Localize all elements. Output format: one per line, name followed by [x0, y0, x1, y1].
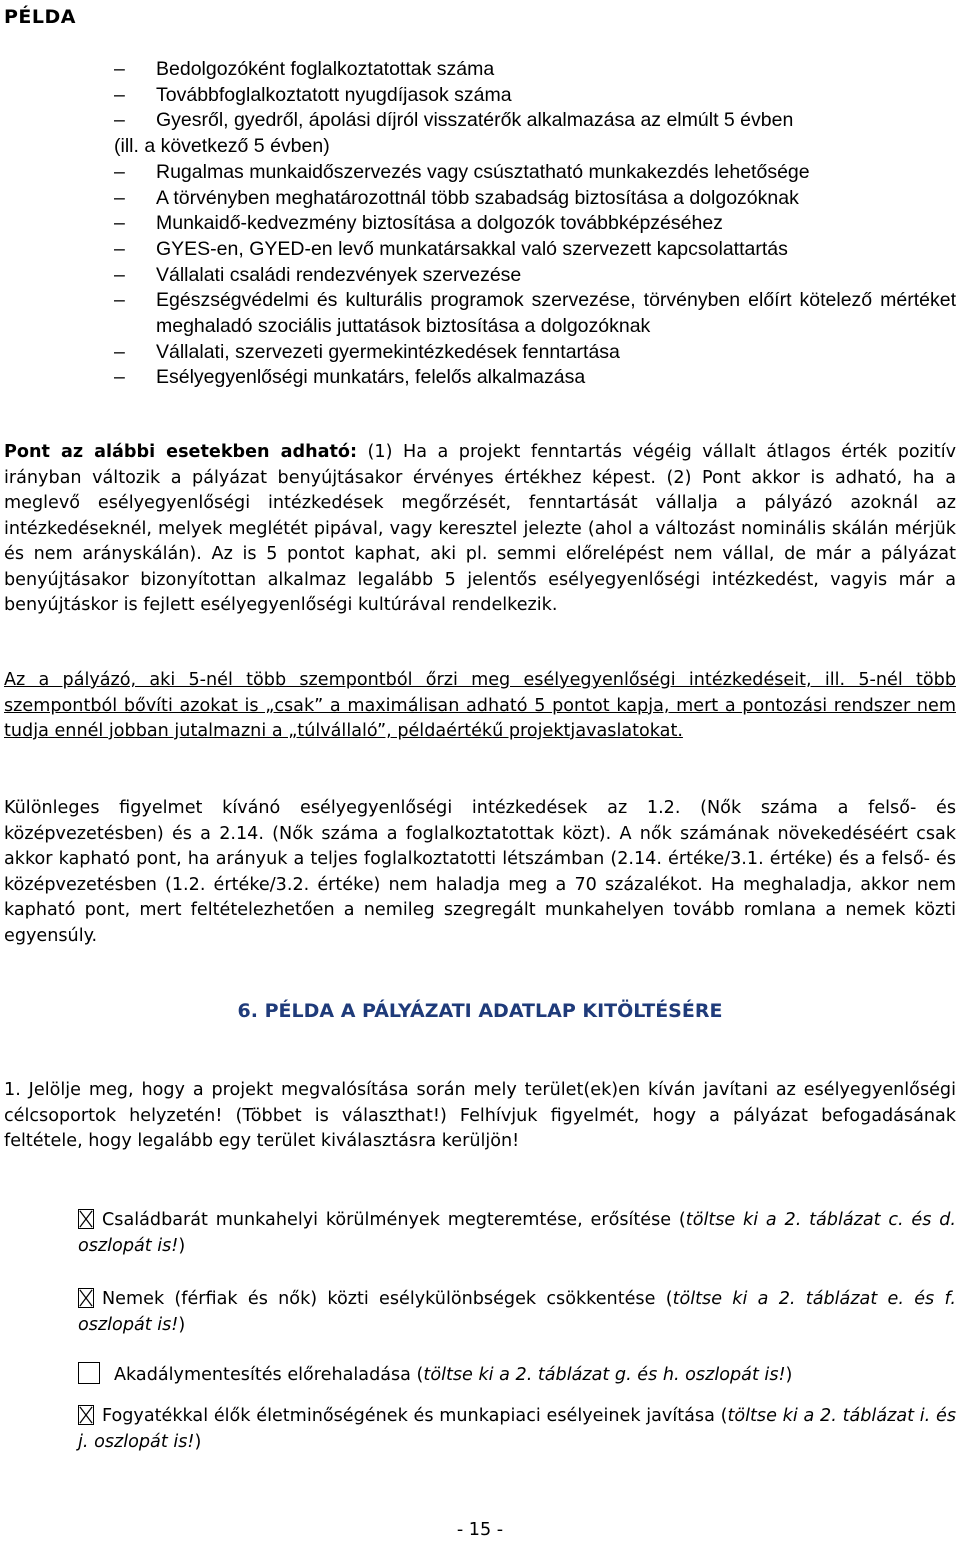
checked-x-icon — [79, 1406, 93, 1424]
dash-icon: – — [114, 186, 125, 209]
dash-icon: – — [114, 289, 125, 312]
section-title: 6. PÉLDA A PÁLYÁZATI ADATLAP KITÖLTÉSÉRE — [237, 1000, 723, 1022]
checked-x-icon — [79, 1289, 93, 1307]
max-points-paragraph: Az a pályázó, aki 5-nél több szempontból őrzi meg esélyegyenlőségi intézkedéseit, ill. 5-nél több szempontból bővíti azokat is „csak” a maximálisan adható 5 pontot kapja, mert a pontozási rendszer nem tudja ennél jobban jutalmazni a „túlvállaló”, példaértékű projektjavaslatokat. — [4, 670, 956, 741]
checkbox-family-friendly[interactable] — [78, 1209, 94, 1229]
checkbox-accessibility[interactable] — [78, 1362, 100, 1384]
page-number: - 15 - — [456, 1520, 504, 1540]
bullet-list — [114, 57, 956, 391]
dash-icon: – — [114, 237, 125, 260]
list-item: – Továbbfoglalkoztatott nyugdíjasok száma — [114, 83, 956, 109]
option-gender-equality: Nemek (férfiak és nők) közti esélykülönbségek csökkentése (töltse ki a 2. táblázat e. és f. oszlopát is!) — [78, 1289, 956, 1335]
list-item: – Vállalati, szervezeti gyermekintézkedések fenntartása — [114, 340, 956, 366]
heading: PÉLDA — [4, 6, 76, 28]
list-item: – Vállalati családi rendezvények szervezése — [114, 263, 956, 289]
checked-x-icon — [79, 1210, 93, 1228]
list-item: – A törvényben meghatározottnál több szabadság biztosítása a dolgozóknak — [114, 186, 956, 212]
option-family-friendly: Családbarát munkahelyi körülmények megteremtése, erősítése (töltse ki a 2. táblázat c. és d. oszlopát is!) — [78, 1210, 956, 1256]
dash-icon: – — [114, 366, 125, 389]
list-item: – Esélyegyenlőségi munkatárs, felelős alkalmazása — [114, 365, 956, 391]
list-item: – Munkaidő-kedvezmény biztosítása a dolgozók továbbképzéséhez — [114, 211, 956, 237]
dash-icon: – — [114, 58, 125, 80]
dash-icon: – — [114, 160, 125, 183]
scoring-lead: Pont az alábbi esetekben adható: — [4, 442, 358, 462]
special-attention-paragraph: Különleges figyelmet kívánó esélyegyenlőségi intézkedések az 1.2. (Nők száma a felső- és középvezetésben) és a 2.14. (Nők száma a foglalkoztatottak közt). A nők számának növekedéséért csak akkor kapható pont, ha arányuk a teljes foglalkoztatotti létszámban (2.14. értéke/3.1. értéke) és a felső- és középvezetésben (1.2. értéke/3.2. értéke) nem haladja meg a 70 százalékot. Ha meghaladja, akkor nem kapható pont, mert feltételezhetően a nemileg szegregált munkahelyen tovább romlana a nemek közti egyensúly. — [4, 798, 956, 946]
list-item: – Egészségvédelmi és kulturális programok szervezése, törvényben előírt kötelező mértéket meghaladó szociális juttatások biztosítása a dolgozóknak — [114, 289, 956, 338]
list-item: – Rugalmas munkaidőszervezés vagy csúsztatható munkakezdés lehetősége — [114, 160, 956, 186]
list-item: – Gyesről, gyedről, ápolási díjról visszatérők alkalmazása az elmúlt 5 évben — [114, 108, 956, 134]
option-accessibility: Akadálymentesítés előrehaladása (töltse ki a 2. táblázat g. és h. oszlopát is!) — [78, 1362, 956, 1388]
dash-icon: – — [114, 83, 125, 106]
checkbox-disability[interactable] — [78, 1405, 94, 1425]
dash-icon: – — [114, 263, 125, 286]
list-item: – GYES-en, GYED-en levő munkatársakkal való szervezett kapcsolattartás — [114, 237, 956, 263]
dash-icon: – — [114, 109, 125, 132]
list-item-continuation: (ill. a következő 5 évben) — [114, 135, 330, 158]
dash-icon: – — [114, 212, 125, 235]
dash-icon: – — [114, 340, 125, 363]
checkbox-gender-equality[interactable] — [78, 1288, 94, 1308]
scoring-paragraph: Pont az alábbi esetekben adható: (1) Ha a projekt fenntartás végéig vállalt átlagos érték pozitív irányban változik a pályázat benyújtásakor érvényes értékhez képest. (2) Pont akkor is adható, ha a meglevő esélyegyenlőségi intézkedések megőrzését, fenntartását vállalja a pályázó azoknál az intézkedéseknél, melyek meglétét pipával, vagy keresztel jelezte (ahol a változást nominális skálán mérjük és nem arányskálán). Az is 5 pontot kaphat, aki pl. semmi előrelépést nem vállal, de már a pályázat benyújtásakor bizonyítottan alkalmaz legalább 5 jelentős esélyegyenlőségi intézkedést, vagyis már a benyújtáskor is fejlett esélyegyenlőségi kultúrával rendelkezik. — [4, 442, 956, 615]
option-disability: Fogyatékkal élők életminőségének és munkapiaci esélyeinek javítása (töltse ki a 2. táblázat i. és j. oszlopát is!) — [78, 1406, 956, 1452]
list-item: – Bedolgozóként foglalkoztatottak száma — [114, 57, 956, 83]
question-1: 1. Jelölje meg, hogy a projekt megvalósítása során mely terület(ek)en kíván javítani az esélyegyenlőségi célcsoportok helyzetén! (Többet is választhat!) Felhívjuk figyelmét, hogy a pályázat befogadásának feltétele, hogy legalább egy terület kiválasztásra kerüljön! — [4, 1080, 956, 1151]
